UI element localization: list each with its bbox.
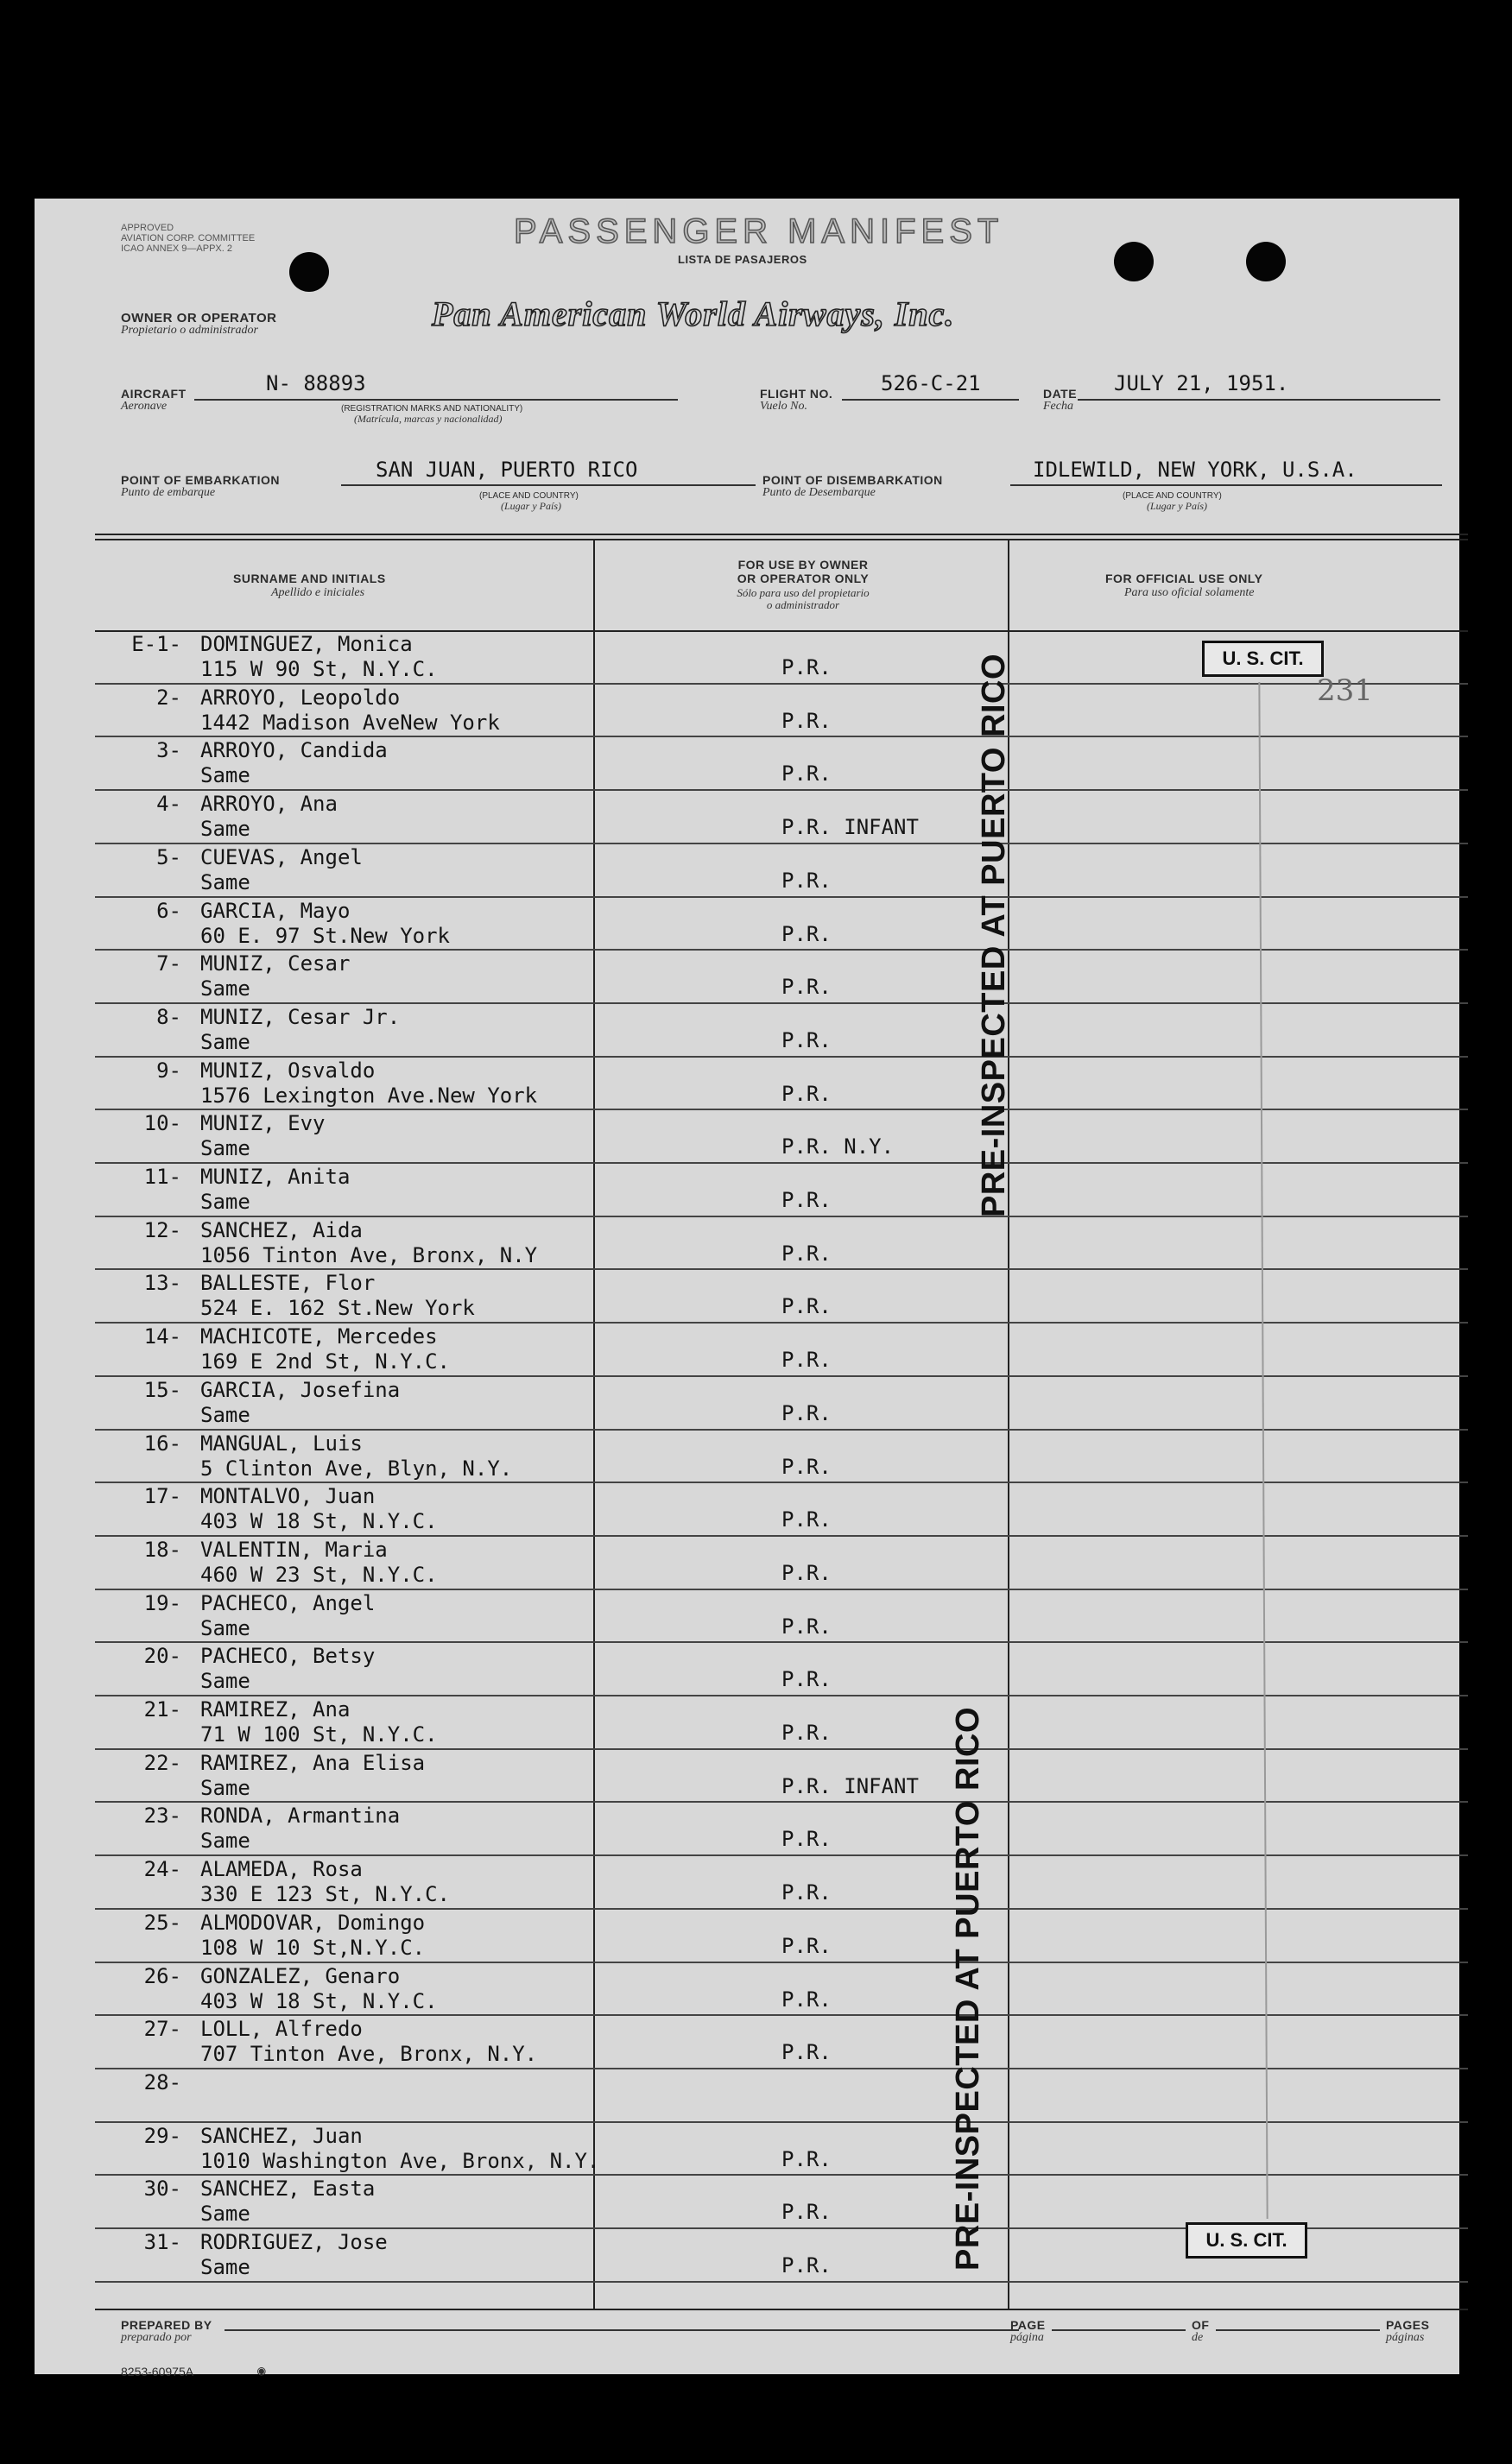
passenger-name: VALENTIN, Maria bbox=[200, 1537, 388, 1562]
row-number: 31- bbox=[143, 2230, 181, 2254]
owner-use-value: P.R. N.Y. bbox=[781, 1134, 895, 1159]
embark-value: SAN JUAN, PUERTO RICO bbox=[376, 458, 638, 482]
embark-label: POINT OF EMBARKATION bbox=[121, 473, 280, 487]
page-label-es: página bbox=[1010, 2331, 1044, 2344]
passenger-name: MUNIZ, Anita bbox=[200, 1165, 351, 1189]
passenger-address: Same bbox=[200, 1190, 250, 1214]
row-number: 25- bbox=[143, 1910, 181, 1935]
approval-block bbox=[121, 223, 255, 254]
preinspected-stamp: PRE-INSPECTED AT PUERTO RICO bbox=[950, 1706, 986, 2271]
row-number: 4- bbox=[156, 792, 181, 817]
row-divider bbox=[95, 2068, 1468, 2069]
owner-use-value: P.R. bbox=[781, 1081, 832, 1106]
passenger-address: Same bbox=[200, 1775, 250, 1800]
disembark-underline bbox=[1010, 484, 1442, 486]
owner-use-value: P.R. bbox=[781, 1933, 832, 1958]
row-number: 30- bbox=[143, 2177, 181, 2202]
pencil-line bbox=[1258, 682, 1268, 2219]
table-top-rule bbox=[95, 539, 1468, 540]
owner-use-value: P.R. bbox=[781, 761, 832, 787]
row-number: 17- bbox=[143, 1484, 181, 1509]
row-divider bbox=[95, 1748, 1468, 1750]
row-number: 26- bbox=[143, 1963, 181, 1988]
owner-use-value: P.R. bbox=[781, 1241, 832, 1266]
passenger-address: 60 E. 97 St.New York bbox=[200, 923, 450, 948]
owner-column-header bbox=[708, 558, 898, 585]
passenger-address: Same bbox=[200, 817, 250, 842]
passenger-name: SANCHEZ, Easta bbox=[200, 2177, 376, 2202]
passenger-name: GONZALEZ, Genaro bbox=[200, 1963, 401, 1988]
passenger-address: 108 W 10 St,N.Y.C. bbox=[200, 1935, 426, 1960]
row-divider bbox=[95, 1535, 1468, 1537]
registration-note-es: (Matrícula, marcas y nacionalidad) bbox=[354, 413, 503, 425]
passenger-address: Same bbox=[200, 1402, 250, 1427]
row-divider bbox=[95, 2121, 1468, 2123]
embark-label-es: Punto de embarque bbox=[121, 486, 216, 499]
row-number: 19- bbox=[143, 1590, 181, 1615]
row-divider bbox=[95, 2014, 1468, 2016]
preinspected-stamp: PRE-INSPECTED AT PUERTO RICO bbox=[976, 653, 1012, 1217]
owner-column-header-line: FOR USE BY OWNER bbox=[737, 558, 869, 572]
approval-line: AVIATION CORP. COMMITTEE bbox=[121, 233, 256, 243]
passenger-address: 1442 Madison AveNew York bbox=[200, 710, 500, 735]
manifest-title-es: LISTA DE PASAJEROS bbox=[678, 253, 807, 266]
row-number: 23- bbox=[143, 1804, 181, 1829]
passenger-name: ARROYO, Leopoldo bbox=[200, 685, 401, 710]
passenger-address: 169 E 2nd St, N.Y.C. bbox=[200, 1349, 450, 1374]
passenger-name: MONTALVO, Juan bbox=[200, 1484, 376, 1509]
owner-column-header-line: OR OPERATOR ONLY bbox=[737, 572, 870, 585]
of-label: OF bbox=[1192, 2318, 1210, 2332]
disembark-label-es: Punto de Desembarque bbox=[762, 486, 876, 499]
passenger-name: DOMINGUEZ, Monica bbox=[200, 632, 413, 656]
owner-use-value: P.R. bbox=[781, 921, 832, 946]
passenger-name: SANCHEZ, Aida bbox=[200, 1217, 363, 1242]
row-divider bbox=[95, 1854, 1468, 1856]
passenger-name: MANGUAL, Luis bbox=[200, 1431, 363, 1456]
owner-use-value: P.R. bbox=[781, 1507, 832, 1532]
row-number: 24- bbox=[143, 1857, 181, 1882]
aircraft-value: N- 88893 bbox=[266, 371, 366, 395]
passenger-address: Same bbox=[200, 1615, 250, 1640]
row-number: 16- bbox=[143, 1431, 181, 1456]
passenger-name: ALAMEDA, Rosa bbox=[200, 1857, 363, 1882]
owner-use-value: P.R. bbox=[781, 1667, 832, 1692]
passenger-address: 1056 Tinton Ave, Bronx, N.Y bbox=[200, 1242, 538, 1267]
owner-use-value: P.R. INFANT bbox=[781, 1773, 919, 1798]
passenger-name: ARROYO, Candida bbox=[200, 738, 388, 763]
passenger-name: MUNIZ, Osvaldo bbox=[200, 1058, 376, 1083]
page-label: PAGE bbox=[1010, 2318, 1046, 2332]
passenger-name: MUNIZ, Cesar bbox=[200, 951, 351, 976]
table-top-rule bbox=[95, 534, 1468, 535]
aircraft-label-es: Aeronave bbox=[121, 400, 168, 413]
passenger-name: SANCHEZ, Juan bbox=[200, 2123, 363, 2148]
us-cit-stamp: U. S. CIT. bbox=[1202, 641, 1324, 677]
row-number: 2- bbox=[156, 685, 181, 710]
passenger-address: 524 E. 162 St.New York bbox=[200, 1296, 475, 1321]
owner-use-value: P.R. bbox=[781, 2146, 832, 2171]
flight-value: 526-C-21 bbox=[881, 371, 981, 395]
owner-use-value: P.R. bbox=[781, 708, 832, 733]
punch-hole bbox=[1246, 242, 1286, 281]
owner-column-header-es-line: o administrador bbox=[766, 598, 840, 611]
punch-hole bbox=[1114, 242, 1154, 281]
passenger-address: Same bbox=[200, 2202, 250, 2227]
page-underline bbox=[1052, 2329, 1186, 2331]
passenger-name: GARCIA, Josefina bbox=[200, 1377, 401, 1402]
owner-column-header-es-line: Sólo para uso del propietario bbox=[737, 586, 870, 599]
row-number: 13- bbox=[143, 1271, 181, 1296]
flight-label-es: Vuelo No. bbox=[760, 400, 807, 413]
owner-use-value: P.R. bbox=[781, 1880, 832, 1905]
owner-use-value: P.R. bbox=[781, 1560, 832, 1585]
passenger-address: 1576 Lexington Ave.New York bbox=[200, 1083, 538, 1108]
row-number: 18- bbox=[143, 1537, 181, 1562]
row-number: 3- bbox=[156, 738, 181, 763]
place-note-es: (Lugar y País) bbox=[1147, 500, 1207, 512]
passenger-name: GARCIA, Mayo bbox=[200, 898, 351, 923]
punch-hole bbox=[289, 252, 329, 292]
official-column-header: FOR OFFICIAL USE ONLY bbox=[1105, 572, 1263, 585]
date-label: DATE bbox=[1043, 387, 1078, 401]
owner-use-value: P.R. bbox=[781, 1827, 832, 1852]
owner-label: OWNER OR OPERATOR bbox=[121, 311, 277, 325]
owner-label-es: Propietario o administrador bbox=[121, 324, 258, 337]
embark-underline bbox=[341, 484, 756, 486]
official-column-header-es: Para uso oficial solamente bbox=[1124, 586, 1255, 599]
row-divider bbox=[95, 1962, 1468, 1963]
row-number: 7- bbox=[156, 951, 181, 976]
company-name: Pan American World Airways, Inc. bbox=[432, 294, 955, 333]
flight-label: FLIGHT NO. bbox=[760, 387, 833, 401]
owner-use-value: P.R. bbox=[781, 2040, 832, 2065]
aircraft-label: AIRCRAFT bbox=[121, 387, 187, 401]
date-underline bbox=[1078, 399, 1440, 401]
passenger-address: Same bbox=[200, 2255, 250, 2279]
row-divider bbox=[95, 896, 1468, 898]
passenger-name: RODRIGUEZ, Jose bbox=[200, 2230, 388, 2254]
flight-underline bbox=[842, 399, 1019, 401]
row-number: 12- bbox=[143, 1217, 181, 1242]
passenger-name: ALMODOVAR, Domingo bbox=[200, 1910, 426, 1935]
owner-use-value: P.R. bbox=[781, 1348, 832, 1373]
union-bug-icon: ◉ bbox=[257, 2362, 266, 2379]
owner-use-value: P.R. INFANT bbox=[781, 815, 919, 840]
prepared-label: PREPARED BY bbox=[121, 2318, 212, 2332]
passenger-name: BALLESTE, Flor bbox=[200, 1271, 376, 1296]
passenger-name: MUNIZ, Evy bbox=[200, 1111, 326, 1136]
passenger-address: 71 W 100 St, N.Y.C. bbox=[200, 1722, 438, 1747]
form-number: 8253-60975A bbox=[121, 2365, 194, 2379]
owner-use-value: P.R. bbox=[781, 1721, 832, 1745]
owner-use-value: P.R. bbox=[781, 2200, 832, 2225]
row-number: 15- bbox=[143, 1377, 181, 1402]
pages-label: PAGES bbox=[1386, 2318, 1430, 2332]
passenger-address: Same bbox=[200, 763, 250, 788]
owner-use-value: P.R. bbox=[781, 655, 832, 679]
passenger-address: 5 Clinton Ave, Blyn, N.Y. bbox=[200, 1456, 513, 1481]
row-divider bbox=[95, 1002, 1468, 1004]
row-number: 29- bbox=[143, 2123, 181, 2148]
place-note: (PLACE AND COUNTRY) bbox=[479, 491, 579, 501]
row-divider bbox=[95, 789, 1468, 791]
row-number: 10- bbox=[143, 1111, 181, 1136]
date-value: JULY 21, 1951. bbox=[1114, 371, 1289, 395]
owner-use-value: P.R. bbox=[781, 1454, 832, 1479]
owner-use-value: P.R. bbox=[781, 1188, 832, 1212]
row-divider bbox=[95, 843, 1468, 844]
passenger-address: 330 E 123 St, N.Y.C. bbox=[200, 1882, 450, 1907]
owner-column-header-es bbox=[691, 587, 915, 611]
passenger-name: RAMIREZ, Ana Elisa bbox=[200, 1750, 426, 1775]
aircraft-underline bbox=[194, 399, 678, 401]
row-number: 9- bbox=[156, 1058, 181, 1083]
row-number: 5- bbox=[156, 844, 181, 869]
passenger-name: RONDA, Armantina bbox=[200, 1804, 401, 1829]
passenger-address: Same bbox=[200, 1669, 250, 1694]
passenger-name: ARROYO, Ana bbox=[200, 792, 338, 817]
row-number: 20- bbox=[143, 1644, 181, 1669]
name-column-header-es: Apellido e iniciales bbox=[271, 586, 365, 599]
row-number: E-1- bbox=[131, 632, 181, 656]
passenger-name: RAMIREZ, Ana bbox=[200, 1697, 351, 1722]
owner-use-value: P.R. bbox=[781, 1614, 832, 1639]
row-number: 22- bbox=[143, 1750, 181, 1775]
passenger-address: 403 W 18 St, N.Y.C. bbox=[200, 1988, 438, 2013]
row-divider bbox=[95, 1908, 1468, 1910]
name-column-header: SURNAME AND INITIALS bbox=[233, 572, 386, 585]
row-divider bbox=[95, 1641, 1468, 1643]
row-number: 11- bbox=[143, 1165, 181, 1189]
passenger-address: Same bbox=[200, 1829, 250, 1854]
passenger-address: Same bbox=[200, 976, 250, 1001]
row-divider bbox=[95, 2174, 1468, 2176]
row-divider bbox=[95, 949, 1468, 951]
passenger-address: 115 W 90 St, N.Y.C. bbox=[200, 657, 438, 681]
passenger-address: Same bbox=[200, 1136, 250, 1161]
owner-use-value: P.R. bbox=[781, 1027, 832, 1052]
prepared-label-es: preparado por bbox=[121, 2331, 192, 2344]
passenger-address: Same bbox=[200, 1029, 250, 1054]
row-number: 6- bbox=[156, 898, 181, 923]
row-divider bbox=[95, 736, 1468, 737]
approval-line: APPROVED bbox=[121, 223, 174, 233]
passenger-name: PACHECO, Betsy bbox=[200, 1644, 376, 1669]
manifest-sheet bbox=[35, 199, 1459, 2379]
place-note: (PLACE AND COUNTRY) bbox=[1123, 491, 1222, 501]
owner-use-value: P.R. bbox=[781, 1987, 832, 2012]
place-note-es: (Lugar y País) bbox=[501, 500, 561, 512]
registration-note: (REGISTRATION MARKS AND NATIONALITY) bbox=[341, 404, 523, 414]
of-label-es: de bbox=[1192, 2331, 1204, 2344]
passenger-name: MUNIZ, Cesar Jr. bbox=[200, 1004, 401, 1029]
passenger-address: 1010 Washington Ave, Bronx, N.Y. bbox=[200, 2148, 600, 2173]
row-divider bbox=[95, 1589, 1468, 1590]
passenger-address: 403 W 18 St, N.Y.C. bbox=[200, 1509, 438, 1534]
row-number: 8- bbox=[156, 1004, 181, 1029]
row-number: 28- bbox=[143, 2069, 181, 2094]
passenger-address: Same bbox=[200, 869, 250, 894]
footer-rule bbox=[95, 2309, 1468, 2310]
row-divider bbox=[95, 1695, 1468, 1696]
passenger-name: PACHECO, Angel bbox=[200, 1590, 376, 1615]
passenger-name: LOLL, Alfredo bbox=[200, 2017, 363, 2042]
date-label-es: Fecha bbox=[1043, 400, 1073, 413]
disembark-value: IDLEWILD, NEW YORK, U.S.A. bbox=[1033, 458, 1357, 482]
passenger-address: 707 Tinton Ave, Bronx, N.Y. bbox=[200, 2042, 538, 2067]
row-number: 21- bbox=[143, 1697, 181, 1722]
column-divider bbox=[593, 539, 595, 2309]
owner-use-value: P.R. bbox=[781, 2253, 832, 2278]
prepared-underline bbox=[225, 2329, 1019, 2331]
approval-line: ICAO ANNEX 9—APPX. 2 bbox=[121, 243, 232, 254]
disembark-label: POINT OF DISEMBARKATION bbox=[762, 473, 943, 487]
passenger-name: MACHICOTE, Mercedes bbox=[200, 1324, 438, 1349]
owner-use-value: P.R. bbox=[781, 868, 832, 893]
row-number: 27- bbox=[143, 2017, 181, 2042]
us-cit-stamp: U. S. CIT. bbox=[1186, 2222, 1307, 2259]
owner-use-value: P.R. bbox=[781, 1294, 832, 1319]
row-divider bbox=[95, 1801, 1468, 1803]
manifest-title: PASSENGER MANIFEST bbox=[514, 212, 1004, 250]
pages-label-es: páginas bbox=[1386, 2331, 1425, 2344]
owner-use-value: P.R. bbox=[781, 1400, 832, 1425]
row-number: 14- bbox=[143, 1324, 181, 1349]
row-divider bbox=[95, 683, 1468, 685]
owner-use-value: P.R. bbox=[781, 975, 832, 1000]
passenger-name: CUEVAS, Angel bbox=[200, 844, 363, 869]
handwritten-count: 231 bbox=[1317, 673, 1373, 708]
of-underline bbox=[1216, 2329, 1380, 2331]
passenger-address: 460 W 23 St, N.Y.C. bbox=[200, 1562, 438, 1587]
row-divider bbox=[95, 2281, 1468, 2283]
